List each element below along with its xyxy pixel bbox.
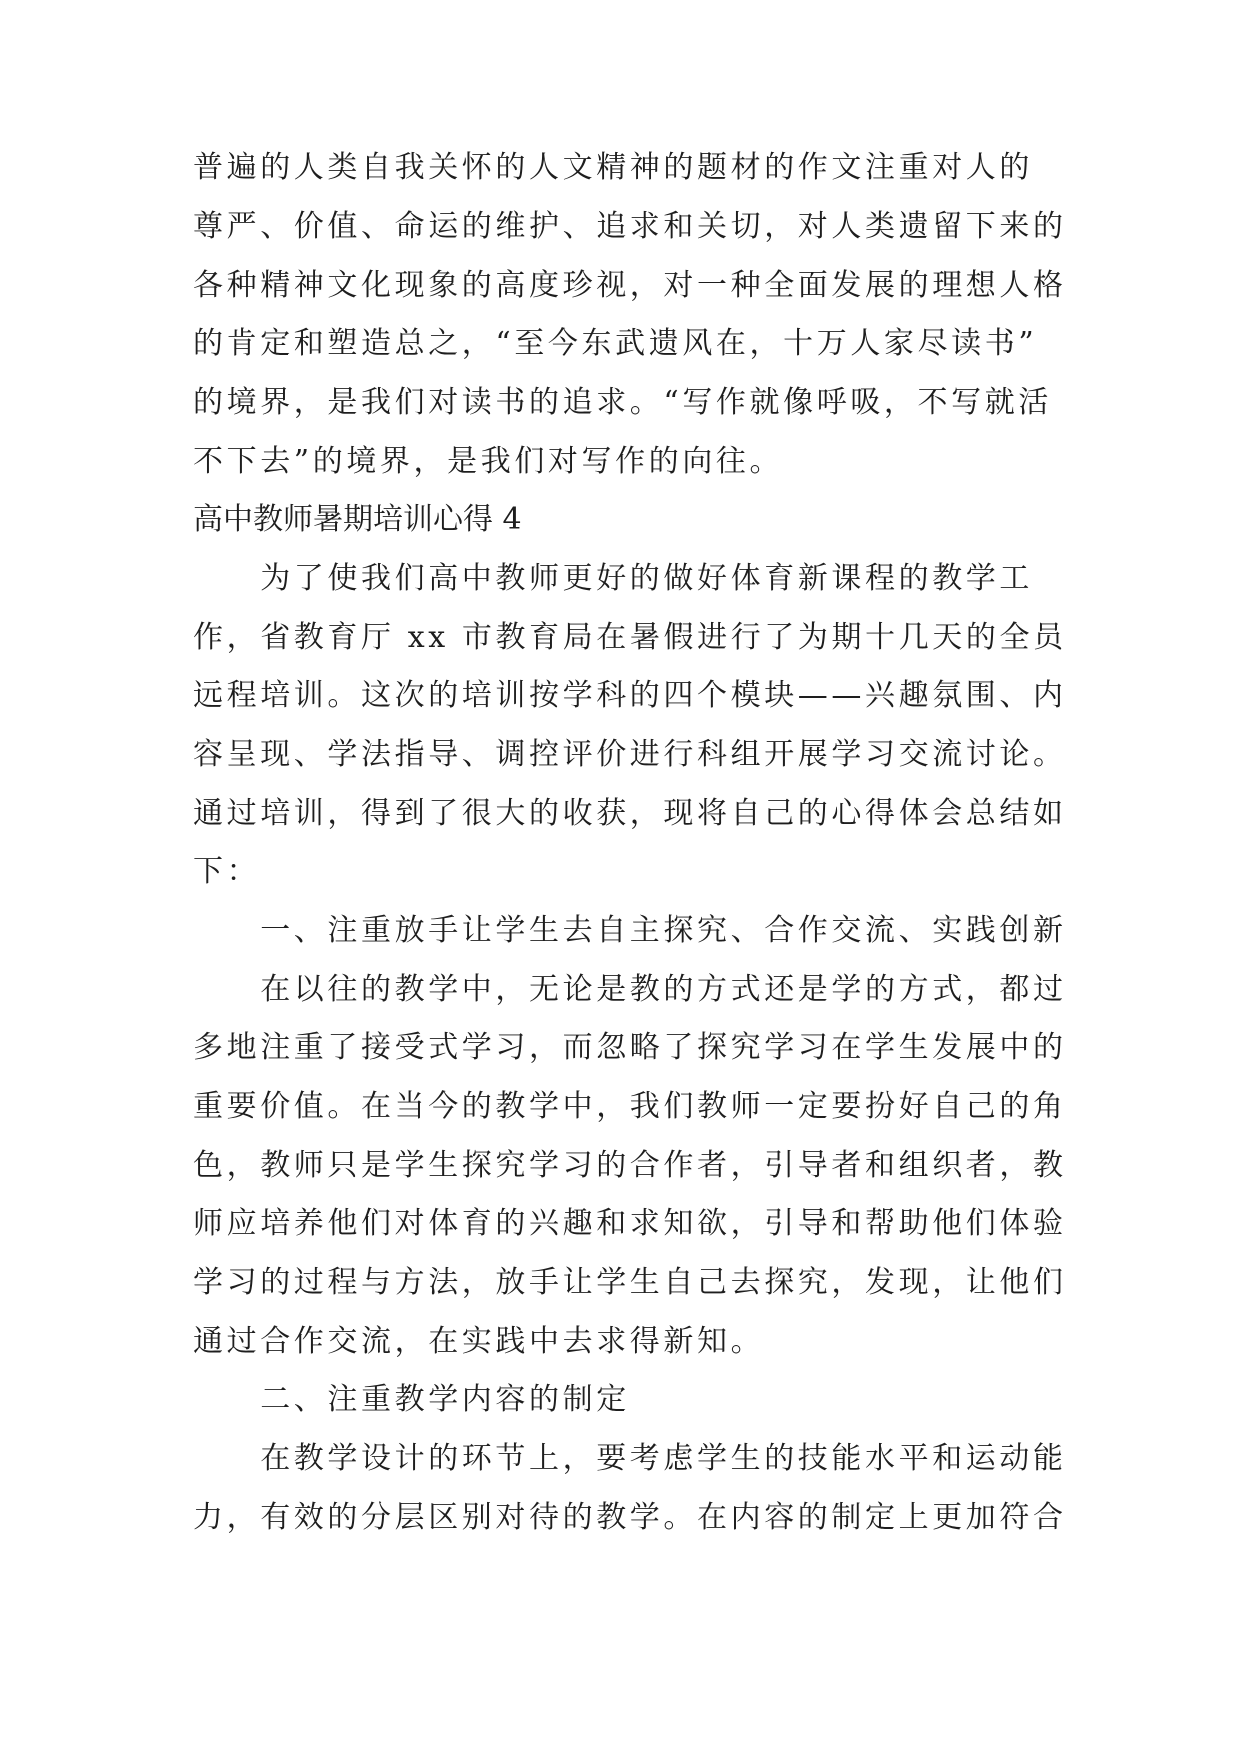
text-line: 的肯定和塑造总之，“至今东武遗风在，十万人家尽读书” [193,326,1038,361]
text-line: 远程培训。这次的培训按学科的四个模块——兴趣氛围、内 [193,678,1067,713]
subheading: 一、注重放手让学生去自主探究、合作交流、实践创新 [193,913,1067,948]
text-line: 多地注重了接受式学习，而忽略了探究学习在学生发展中的 [193,1030,1067,1065]
subheading: 二、注重教学内容的制定 [193,1382,630,1417]
text-line: 下： [193,854,261,889]
text-line: 普遍的人类自我关怀的人文精神的题材的作文注重对人的 [193,150,1033,185]
text-line: 力，有效的分层区别对待的教学。在内容的制定上更加符合 [193,1500,1067,1535]
text-line: 不下去”的境界，是我们对写作的向往。 [193,444,784,479]
text-line: 学习的过程与方法，放手让学生自己去探究，发现，让他们 [193,1265,1067,1300]
text-line: 通过合作交流，在实践中去求得新知。 [193,1324,765,1359]
text-line: 各种精神文化现象的高度珍视，对一种全面发展的理想人格 [193,268,1067,303]
section-heading: 高中教师暑期培训心得 4 [193,502,522,537]
text-line: 重要价值。在当今的教学中，我们教师一定要扮好自己的角 [193,1089,1067,1124]
text-line: 容呈现、学法指导、调控评价进行科组开展学习交流讨论。 [193,737,1067,772]
text-line: 通过培训，得到了很大的收获，现将自己的心得体会总结如 [193,796,1067,831]
text-line: 的境界，是我们对读书的追求。“写作就像呼吸，不写就活 [193,385,1052,420]
text-line: 在教学设计的环节上，要考虑学生的技能水平和运动能 [193,1441,1067,1476]
text-line: 尊严、价值、命运的维护、追求和关切，对人类遗留下来的 [193,209,1067,244]
text-line: 师应培养他们对体育的兴趣和求知欲，引导和帮助他们体验 [193,1206,1067,1241]
text-line: 在以往的教学中，无论是教的方式还是学的方式，都过 [193,972,1067,1007]
text-line: 色，教师只是学生探究学习的合作者，引导者和组织者，教 [193,1148,1067,1183]
text-line: 作，省教育厅 xx 市教育局在暑假进行了为期十几天的全员 [193,620,1067,655]
text-line: 为了使我们高中教师更好的做好体育新课程的教学工 [193,561,1033,596]
